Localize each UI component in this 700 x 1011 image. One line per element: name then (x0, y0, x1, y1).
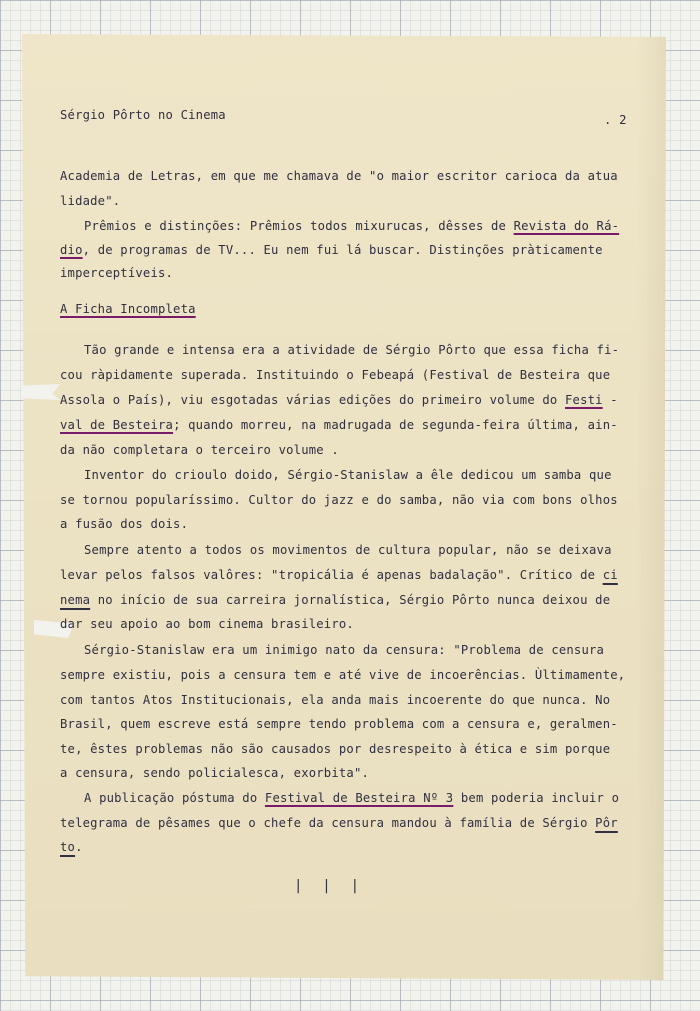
paragraph-line: se tornou popularíssimo. Cultor do jazz e do samba, não via com bons olhos (60, 493, 618, 507)
paragraph-line: Tão grande e intensa era a atividade de Sérgio Pôrto que essa ficha fi- (84, 343, 620, 357)
paragraph-line: cou ràpidamente superada. Instituindo o Febeapá (Festival de Besteira que (60, 368, 611, 382)
paragraph-line: Inventor do crioulo doido, Sérgio-Stanislaw a êle dedicou um samba que (84, 468, 612, 482)
paragraph-line (60, 816, 618, 830)
paragraph-line: da não completara o terceiro volume . (60, 443, 339, 457)
underlined-word: Pôr (595, 816, 618, 830)
section-heading: A Ficha Incompleta (60, 302, 196, 316)
paragraph-line: dar seu apoio ao bom cinema brasileiro. (60, 617, 354, 631)
paragraph-line (60, 393, 618, 407)
text-run: levar pelos falsos valôres: "tropicália é apenas badalação". Crítico de (60, 568, 603, 582)
paragraph-line (60, 243, 603, 257)
paragraph-line (84, 219, 619, 233)
text-run: - (602, 393, 618, 407)
underlined-word: ci (602, 568, 618, 582)
paragraph-line: Sempre atento a todos os movimentos de cultura popular, não se deixava (84, 543, 612, 557)
paragraph-line: te, êstes problemas não são causados por desrespeito à ética e sim porque (60, 742, 611, 756)
underlined-title: val de Besteira (60, 418, 174, 432)
paragraph-line (60, 418, 618, 432)
end-mark: | | | (294, 878, 361, 894)
paragraph-line: a censura, sendo policialesca, exorbita". (60, 766, 370, 780)
underlined-title: Festi (565, 393, 603, 407)
underlined-title: dio (60, 243, 83, 257)
text-run: Prêmios e distinções: Prêmios todos mixurucas, dêsses de (84, 219, 514, 233)
text-run: , de programas de TV... Eu nem fui lá buscar. Distinções pràticamente (82, 243, 603, 257)
text-run: . (75, 840, 83, 854)
page-header-title: Sérgio Pôrto no Cinema (60, 108, 226, 122)
text-run: ; quando morreu, na madrugada de segunda-feira última, ain- (173, 418, 618, 432)
paragraph-line: lidade". (60, 194, 121, 208)
underlined-word: to (60, 840, 76, 854)
paragraph-line: sempre existiu, pois a censura tem e até vive de incoerências. Ùltimamente, (60, 668, 626, 682)
paragraph-line (60, 568, 618, 582)
text-run: bem poderia incluir o (453, 791, 620, 805)
underlined-title: Revista do Rá- (513, 219, 620, 233)
paragraph-line: Academia de Letras, em que me chamava de "o maior escritor carioca da atua (60, 169, 618, 183)
page-number: . 2 (604, 113, 627, 127)
paragraph-line: imperceptíveis. (60, 266, 174, 280)
underlined-word: nema (60, 593, 91, 607)
text-run: A publicação póstuma do (84, 791, 265, 805)
paragraph-line: a fusão dos dois. (60, 517, 189, 531)
text-run: no início de sua carreira jornalística, Sérgio Pôrto nunca deixou de (90, 593, 611, 607)
paragraph-line (84, 791, 619, 805)
text-run: Assola o País), viu esgotadas várias edições do primeiro volume do (60, 393, 566, 407)
paragraph-line (60, 593, 610, 607)
paragraph-line: Sérgio-Stanislaw era um inimigo nato da censura: "Problema de censura (84, 643, 605, 657)
text-run: telegrama de pêsames que o chefe da censura mandou à família de Sérgio (60, 816, 596, 830)
underlined-title: Festival de Besteira Nº 3 (264, 791, 454, 805)
paragraph-line: com tantos Atos Institucionais, ela anda mais incoerente do que nunca. No (60, 693, 611, 707)
paragraph-line: Brasil, quem escreve está sempre tendo problema com a censura e, geralmen- (60, 717, 618, 731)
paragraph-line (60, 840, 83, 854)
